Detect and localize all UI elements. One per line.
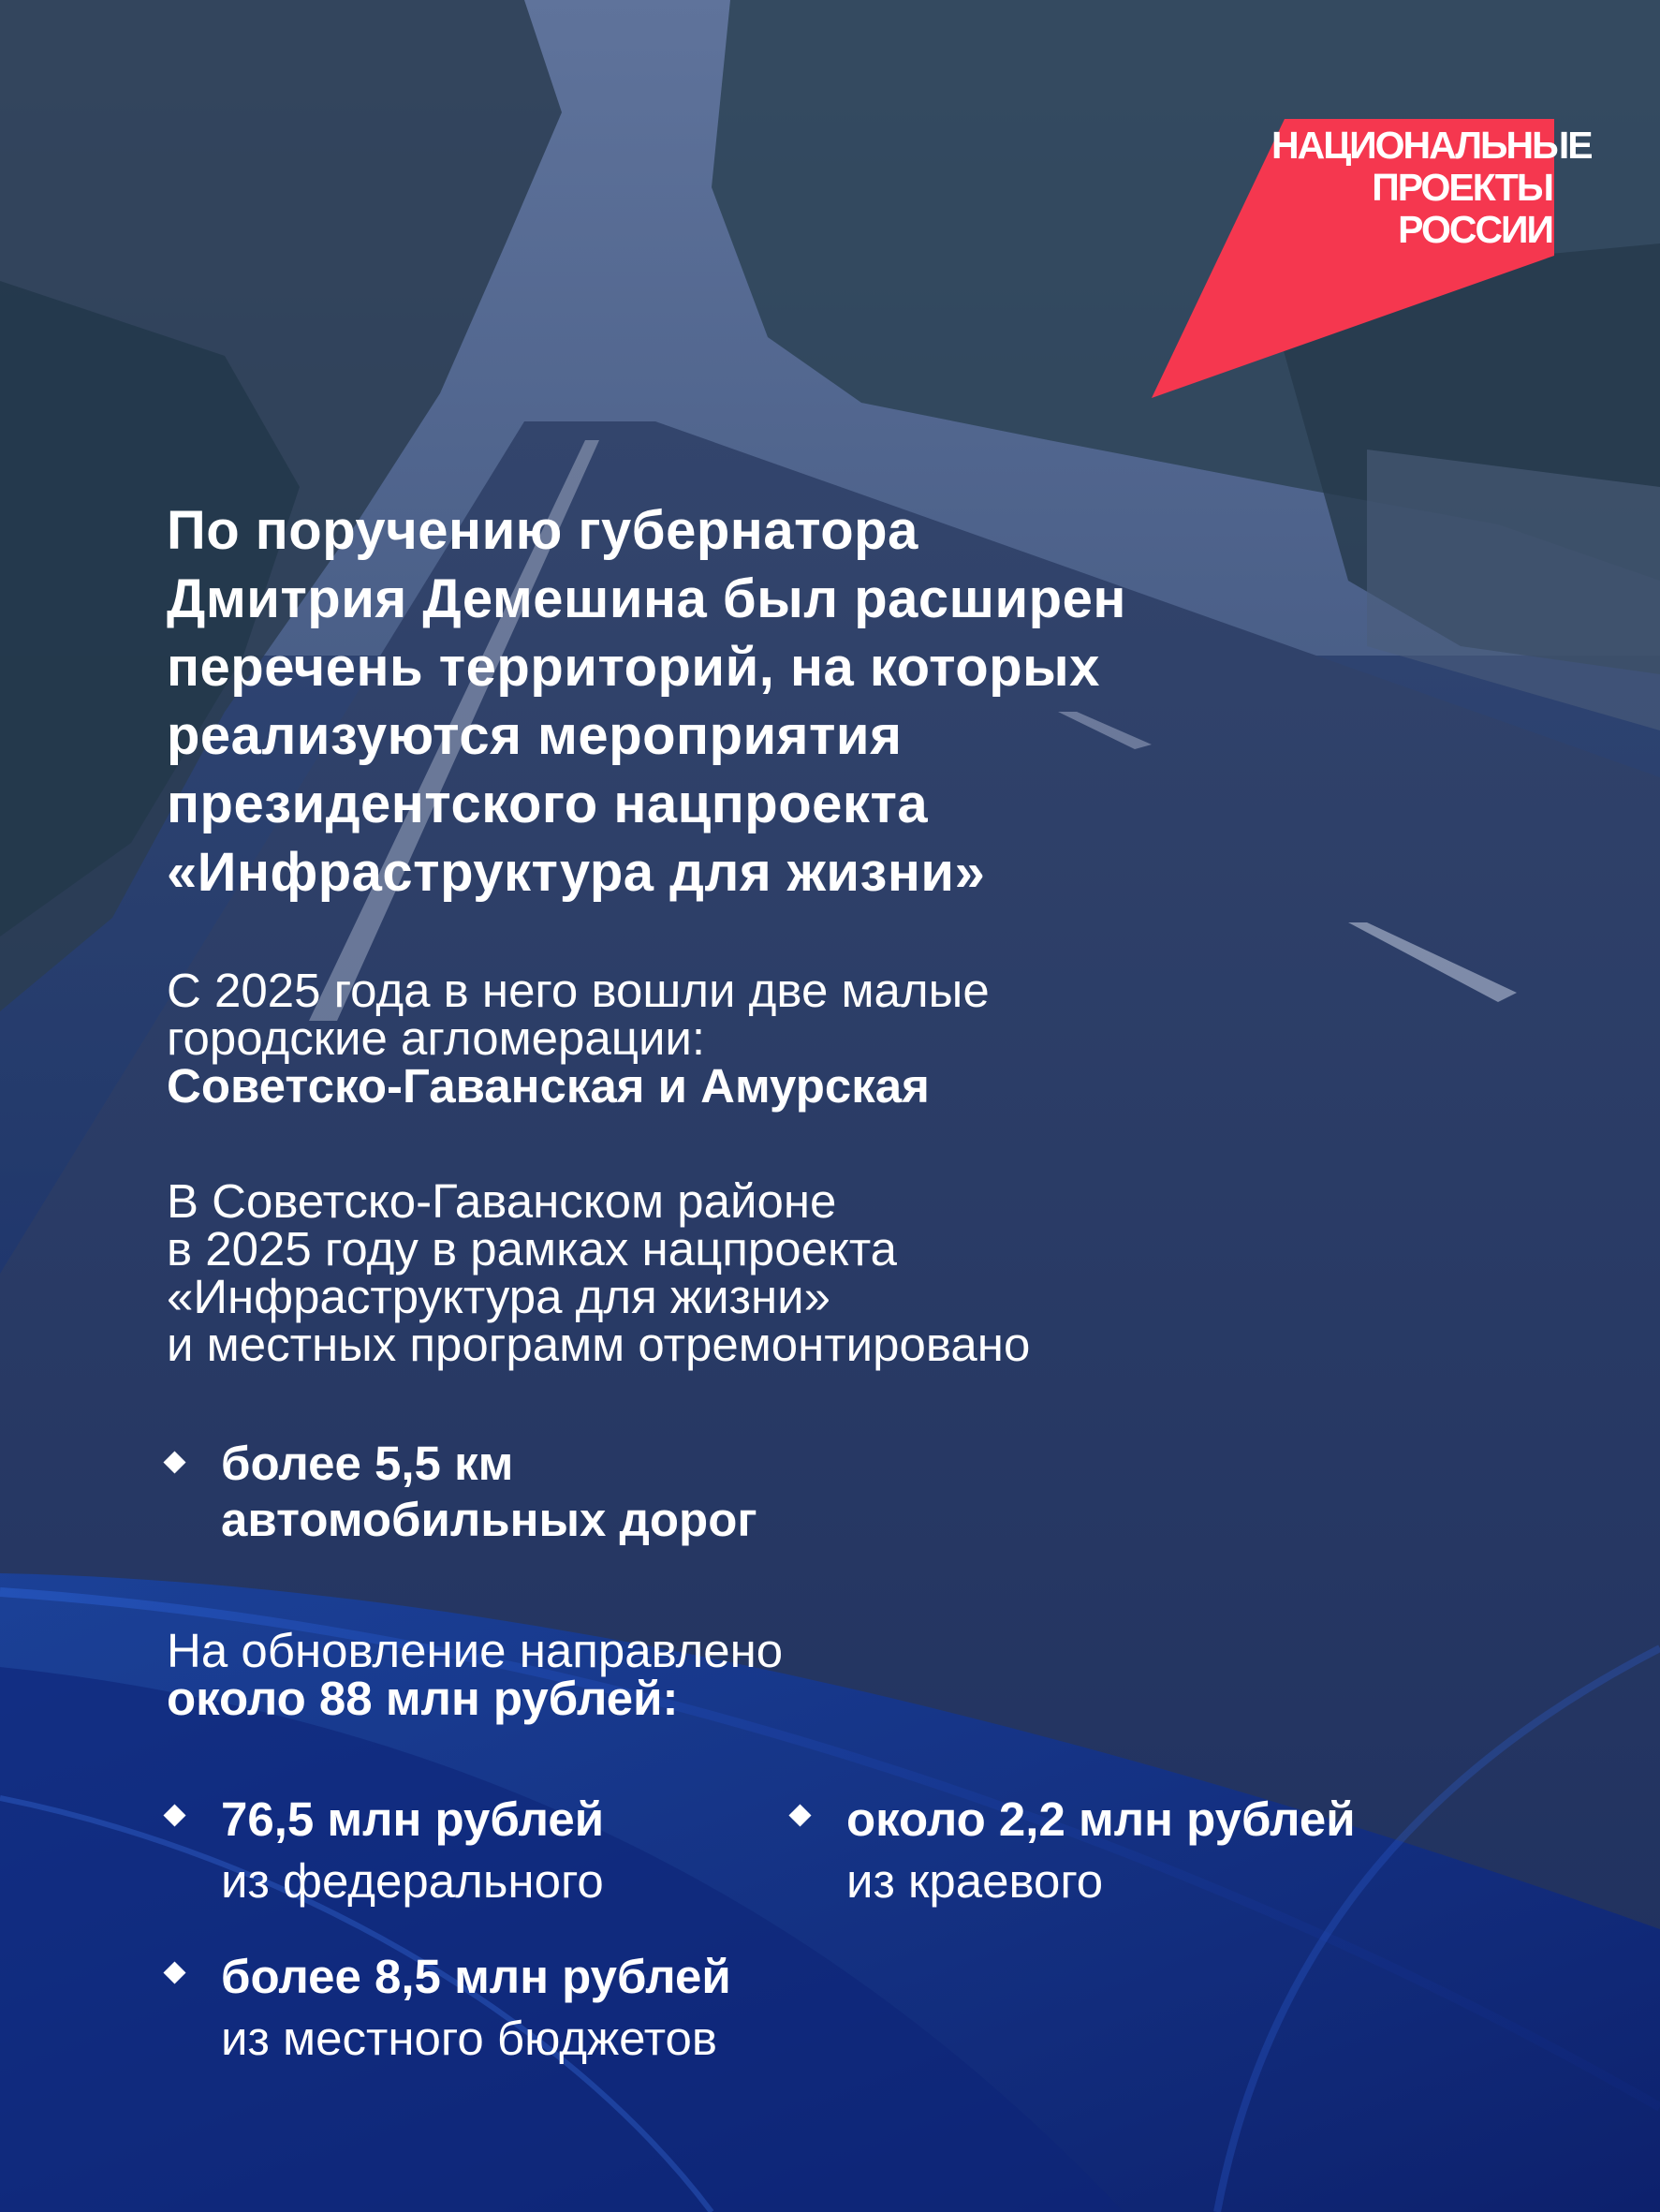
headline-line-6: «Инфраструктура для жизни» — [167, 842, 986, 903]
national-projects-logo — [1152, 117, 1592, 403]
district-line-4: и местных программ отремонтировано — [167, 1318, 1031, 1371]
logo-line-2: ПРОЕКТЫ — [1372, 166, 1552, 209]
headline — [167, 496, 1524, 907]
main-content — [167, 496, 1524, 2065]
roads-length: более 5,5 км — [221, 1437, 514, 1490]
funding-item-amount: около 2,2 млн рублей — [846, 1792, 1356, 1846]
logo-line-3: РОССИИ — [1398, 208, 1552, 251]
agglomerations-line-2: городские агломерации: — [167, 1011, 706, 1065]
agglomerations-line-1: С 2025 года в него вошли две малые — [167, 964, 990, 1017]
funding-item-source: из местного бюджетов — [221, 2012, 717, 2065]
agglomerations-names: Советско-Гаванская и Амурская — [167, 1059, 930, 1113]
funding-item-source: из федерального — [221, 1854, 604, 1908]
district-line-2: в 2025 году в рамках нацпроекта — [167, 1222, 898, 1276]
funding-total: около 88 млн рублей: — [167, 1672, 679, 1725]
headline-line-5: президентского нацпроекта — [167, 774, 929, 834]
district-line-3: «Инфраструктура для жизни» — [167, 1270, 830, 1323]
logo-line-1: НАЦИОНАЛЬНЫЕ — [1271, 124, 1592, 167]
funding-item-amount: 76,5 млн рублей — [221, 1792, 605, 1846]
district-paragraph — [167, 1174, 1031, 1371]
headline-line-4: реализуются мероприятия — [167, 705, 903, 766]
headline-line-3: перечень территорий, на которых — [167, 637, 1100, 698]
funding-line-1: На обновление направлено — [167, 1624, 784, 1677]
funding-paragraph — [167, 1624, 784, 1725]
headline-line-2: Дмитрия Демешина был расширен — [167, 568, 1126, 629]
agglomerations-paragraph — [167, 964, 990, 1113]
funding-item-source: из краевого — [846, 1854, 1104, 1908]
district-line-1: В Советско-Гаванском районе — [167, 1174, 837, 1228]
headline-line-1: По поручению губернатора — [167, 500, 918, 561]
roads-label: автомобильных дорог — [221, 1493, 757, 1546]
funding-item-amount: более 8,5 млн рублей — [221, 1950, 731, 2003]
logo-wordmark — [1271, 124, 1592, 251]
